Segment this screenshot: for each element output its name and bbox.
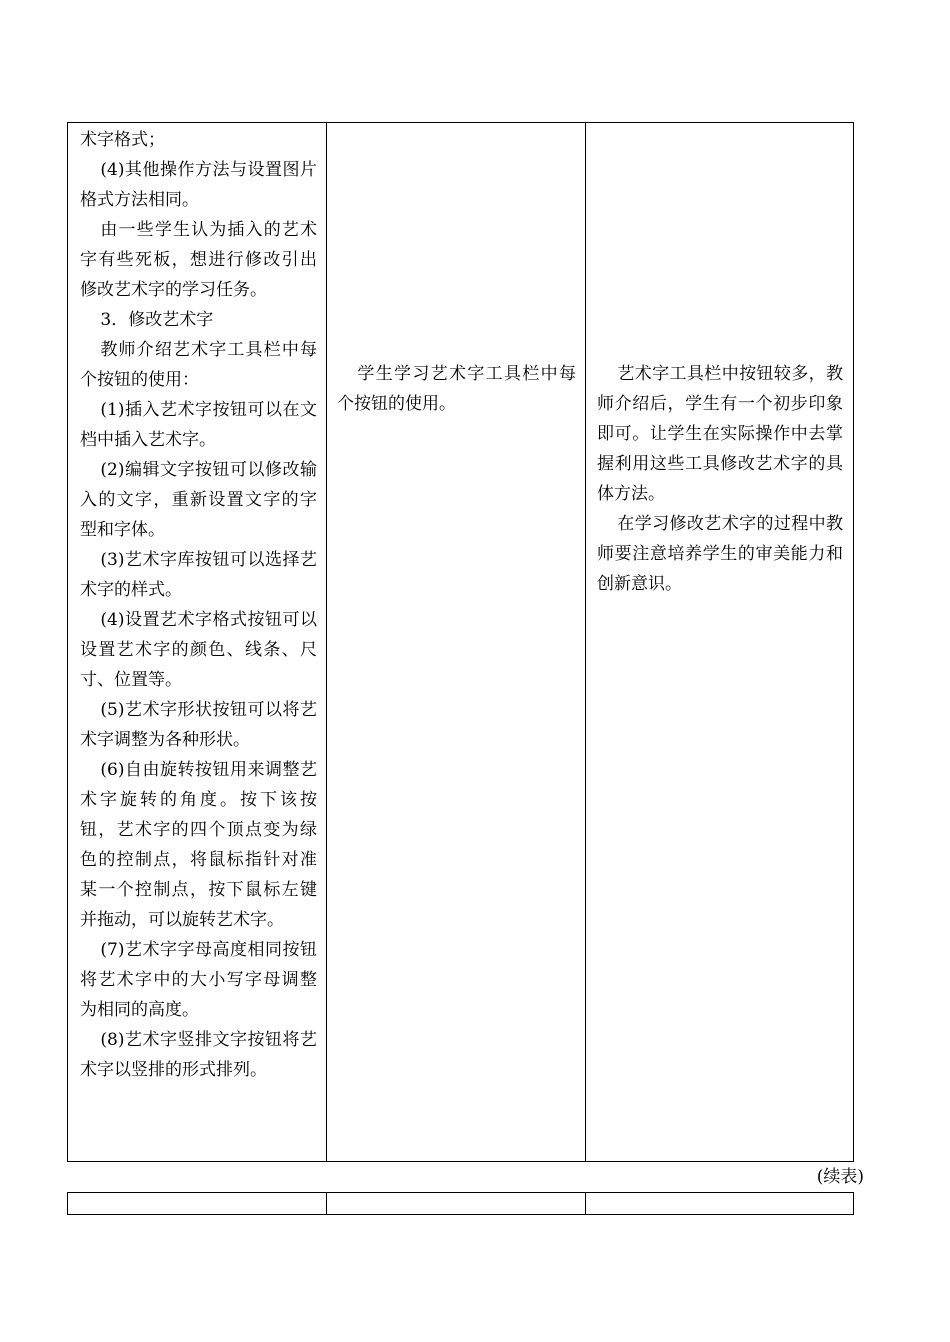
list-item: (4)设置艺术字格式按钮可以设置艺术字的颜色、线条、尺寸、位置等。 [80, 610, 317, 690]
list-item: (6)自由旋转按钮用来调整艺术字旋转的角度。按下该按钮，艺术字的四个顶点变为绿色的控制点，将鼠标指针对准某一个控制点，按下鼠标左键并拖动，可以旋转艺术字。 [80, 760, 317, 930]
paragraph: 学生学习艺术字工具栏中每个按钮的使用。 [337, 364, 576, 414]
section-heading: 3．修改艺术字 [100, 310, 214, 330]
teacher-activity-column [68, 123, 327, 1161]
paragraph: 由一些学生认为插入的艺术字有些死板，想进行修改引出修改艺术字的学习任务。 [80, 220, 317, 300]
paragraph: (4)其他操作方法与设置图片格式方法相同。 [80, 160, 317, 210]
list-item: (5)艺术字形状按钮可以将艺术字调整为各种形状。 [80, 700, 317, 750]
continued-label: (续表) [816, 1167, 864, 1187]
list-item: (8)艺术字竖排文字按钮将艺术字以竖排的形式排列。 [80, 1030, 317, 1080]
table-cell [586, 1193, 853, 1214]
list-item: (2)编辑文字按钮可以修改输入的文字，重新设置文字的字型和字体。 [80, 460, 317, 540]
continued-table-header [67, 1192, 854, 1215]
student-activity-column [327, 123, 586, 1161]
paragraph: 在学习修改艺术字的过程中教师要注意培养学生的审美能力和创新意识。 [597, 514, 843, 594]
paragraph: 教师介绍艺术字工具栏中每个按钮的使用： [80, 340, 317, 390]
table-cell [68, 1193, 327, 1214]
list-item: (7)艺术字字母高度相同按钮将艺术字中的大小写字母调整为相同的高度。 [80, 940, 317, 1020]
table-cell [327, 1193, 586, 1214]
design-intent-column [586, 123, 853, 1161]
lesson-table [67, 122, 854, 1162]
list-item: (1)插入艺术字按钮可以在文档中插入艺术字。 [80, 400, 317, 450]
paragraph: 艺术字工具栏中按钮较多，教师介绍后，学生有一个初步印象即可。让学生在实际操作中去掌握利用这些工具修改艺术字的具体方法。 [597, 364, 843, 504]
paragraph: 术字格式； [80, 130, 165, 150]
list-item: (3)艺术字库按钮可以选择艺术字的样式。 [80, 550, 317, 600]
